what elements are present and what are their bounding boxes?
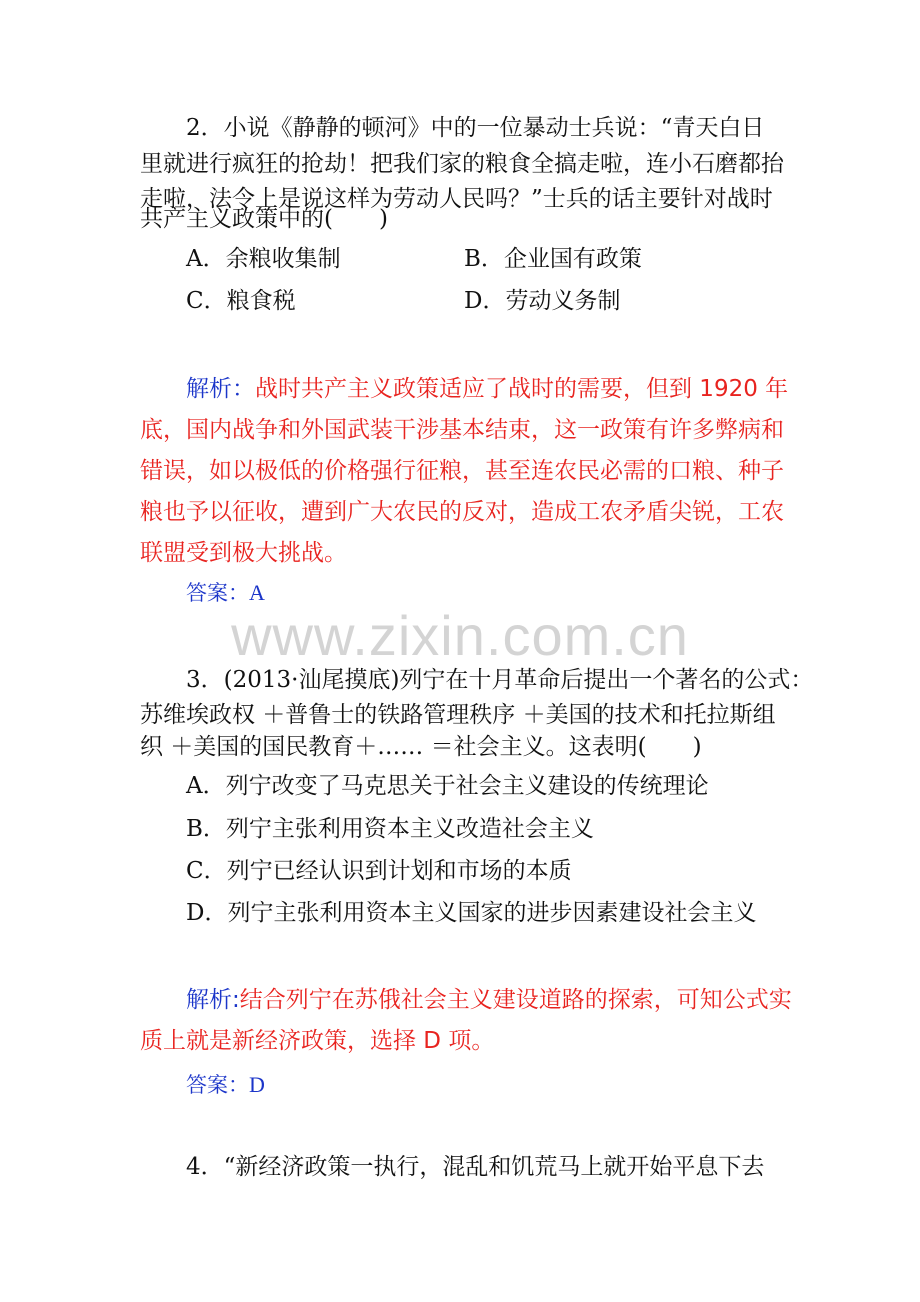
q3-stem-line-2: 苏维埃政权 ＋普鲁士的铁路管理秩序 ＋美国的技术和托拉斯组: [140, 702, 776, 728]
q4-stem-line-1: 4．“新经济政策一执行，混乱和饥荒马上就开始平息下去: [186, 1154, 765, 1180]
q3-answer-label: 答案：: [186, 1073, 249, 1097]
q3-analysis: [140, 980, 800, 1062]
q2-analysis-label: 解析：: [186, 376, 255, 402]
q3-option-a: A．列宁改变了马克思关于社会主义建设的传统理论: [186, 773, 709, 799]
q2-stem-line-1: 2．小说《静静的顿河》中的一位暴动士兵说：“青天白日: [186, 115, 765, 141]
q2-option-b: B．企业国有政策: [464, 246, 642, 272]
q2-option-c: C．粮食税: [186, 288, 296, 314]
q3-analysis-text: 结合列宁在苏俄社会主义建设道路的探索，可知公式实质上就是新经济政策，选择 D 项。: [140, 987, 792, 1054]
q3-option-b: B．列宁主张利用资本主义改造社会主义: [186, 816, 594, 842]
q3-stem-line-3: 织 ＋美国的国民教育＋…… ＝社会主义。这表明( ): [140, 734, 702, 760]
q3-stem-line-1: 3．(2013·汕尾摸底)列宁在十月革命后提出一个著名的公式：: [186, 667, 814, 693]
q2-answer-label: 答案：: [186, 581, 249, 605]
watermark: www.zixin.com.cn: [231, 604, 689, 667]
q2-answer-value: A: [249, 580, 265, 605]
q2-analysis-text: 战时共产主义政策适应了战时的需要，但到 1920 年底，国内战争和外国武装干涉基本结束，这一政策有许多弊病和错误，如以极低的价格强行征粮，甚至连农民必需的口粮、种子粮也予以征收，遭到广大农民的反对，造成工农矛盾尖锐，工农联盟受到极大挑战。: [140, 376, 789, 566]
q3-analysis-label: 解析:: [186, 987, 240, 1013]
q2-stem-line-3: 走啦，法令上是说这样为劳动人民吗？”士兵的话主要针对战时: [140, 186, 773, 212]
q3-answer-value: D: [249, 1072, 265, 1097]
q2-option-a: A．余粮收集制: [186, 246, 341, 272]
q2-stem-line-2: 里就进行疯狂的抢劫！把我们家的粮食全搞走啦，连小石磨都抬: [140, 151, 784, 177]
q2-analysis: [140, 369, 800, 574]
q3-option-c: C．列宁已经认识到计划和市场的本质: [186, 858, 572, 884]
q2-stem-line-4: 共产主义政策中的( ): [140, 206, 388, 232]
q2-option-d: D．劳动义务制: [464, 288, 621, 314]
q3-answer: [186, 1070, 265, 1100]
q3-option-d: D．列宁主张利用资本主义国家的进步因素建设社会主义: [186, 900, 757, 926]
